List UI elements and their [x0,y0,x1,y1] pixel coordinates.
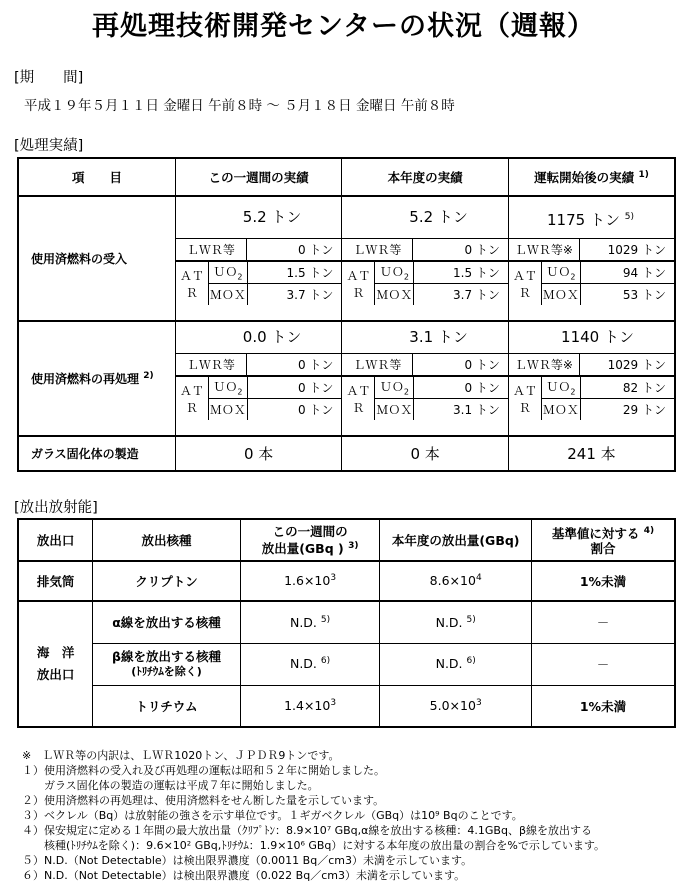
receipt-label: 使用済燃料の受入 [18,196,175,321]
stack-year: $8.6\times 10^4$ [380,561,532,601]
beta-ratio: － [531,643,675,685]
footnote: ２）使用済燃料の再処理は、使用済燃料をせん断した量を示しています。 [22,794,385,807]
header-week: この一週間の実績 [175,158,342,196]
stack-outlet: 排気筒 [18,561,93,601]
reprocess-week: 0.0 トン ＬＷＲ等 0 トン ＡＴＲ ＵＯ$_2$ 0 トン ＭＯＸ 0 トン [175,321,342,436]
period-text: 平成１９年５月１１日 金曜日 午前８時 ～ ５月１８日 金曜日 午前８時 [24,98,455,114]
alpha-week: N.D. $^{5)}$ [240,601,380,643]
header-year: 本年度の実績 [342,158,509,196]
header-nuclide: 放出核種 [93,519,240,561]
footnote: ガラス固化体の製造の運転は平成７年に開始しました。 [22,779,319,792]
processing-heading: [処理実績] [14,138,84,154]
alpha-nuclide: α線を放出する核種 [93,601,240,643]
reprocess-label: 使用済燃料の再処理 $^{2)}$ [18,321,175,436]
header-outlet: 放出口 [18,519,93,561]
glass-total: 241 本 [508,436,675,471]
footnotes [22,748,605,883]
period-heading: [期 間] [14,70,84,86]
stack-week: $1.6\times 10^3$ [240,561,380,601]
alpha-year: N.D. $^{5)}$ [380,601,532,643]
glass-year: 0 本 [342,436,509,471]
header-week-release: この一週間の 放出量(GBq ) $^{3)}$ [240,519,380,561]
radiation-table [17,518,676,728]
header-ratio: 基準値に対する $^{4)}$ 割合 [531,519,675,561]
footnote: ５）N.D.（Not Detectable）は検出限界濃度（0.0011 Bq／cm3）未満を示しています。 [22,854,473,867]
footnote: 核種(ﾄﾘﾁｳﾑを除く)：9.6×10² GBq,ﾄﾘﾁｳﾑ：1.9×10⁶ GBq）に対する本年度の放出量の割合を%で示しています。 [22,839,605,852]
sea-outlet: 海 洋 放出口 [18,601,93,727]
header-year-release: 本年度の放出量(GBq) [380,519,532,561]
stack-ratio: 1%未満 [531,561,675,601]
tritium-year: $5.0\times 10^3$ [380,685,532,727]
footnote: ３）ベクレル（Bq）は放射能の強さを示す単位です。１ギガベクレル（GBq）は10⁹ Bqのことです。 [22,809,523,822]
beta-year: N.D. $^{6)}$ [380,643,532,685]
tritium-ratio: 1%未満 [531,685,675,727]
footnote: ６）N.D.（Not Detectable）は検出限界濃度（0.022 Bq／cm3）未満を示しています。 [22,869,466,882]
tritium-nuclide: トリチウム [93,685,240,727]
glass-label: ガラス固化体の製造 [18,436,175,471]
alpha-ratio: － [531,601,675,643]
footnote: １）使用済燃料の受入れ及び再処理の運転は昭和５２年に開始しました。 [22,764,385,777]
beta-week: N.D. $^{6)}$ [240,643,380,685]
receipt-year: 5.2 トン ＬＷＲ等 0 トン ＡＴＲ ＵＯ$_2$ 1.5 トン ＭＯＸ 3.7 トン [342,196,509,321]
glass-week: 0 本 [175,436,342,471]
reprocess-total: 1140 トン ＬＷＲ等※ 1029 トン ＡＴＲ ＵＯ$_2$ 82 トン ＭＯＸ 29 トン [508,321,675,436]
beta-nuclide: β線を放出する核種 (ﾄﾘﾁｳﾑを除く) [93,643,240,685]
page-title: 再処理技術開発センターの状況（週報） [92,11,595,42]
stack-nuclide: クリプトン [93,561,240,601]
tritium-week: $1.4\times 10^3$ [240,685,380,727]
reprocess-year: 3.1 トン ＬＷＲ等 0 トン ＡＴＲ ＵＯ$_2$ 0 トン ＭＯＸ 3.1 トン [342,321,509,436]
receipt-total: 1175 トン $^{5)}$ ＬＷＲ等※ 1029 トン ＡＴＲ ＵＯ$_2$ 94 トン ＭＯＸ 53 トン [508,196,675,321]
footnote: ４）保安規定に定める１年間の最大放出量（ｸﾘﾌﾟﾄﾝ：8.9×10⁷ GBq,α線を放出する核種：4.1GBq、β線を放出する [22,824,592,837]
receipt-week: 5.2 トン ＬＷＲ等 0 トン ＡＴＲ ＵＯ$_2$ 1.5 トン ＭＯＸ 3.7 トン [175,196,342,321]
footnote: ※ ＬＷＲ等の内訳は、ＬＷＲ1020トン、ＪＰＤＲ9トンです。 [22,749,340,762]
radiation-heading: [放出放射能] [14,500,98,516]
header-total: 運転開始後の実績 $^{1)}$ [508,158,675,196]
processing-table [17,157,676,472]
header-item: 項 目 [18,158,175,196]
